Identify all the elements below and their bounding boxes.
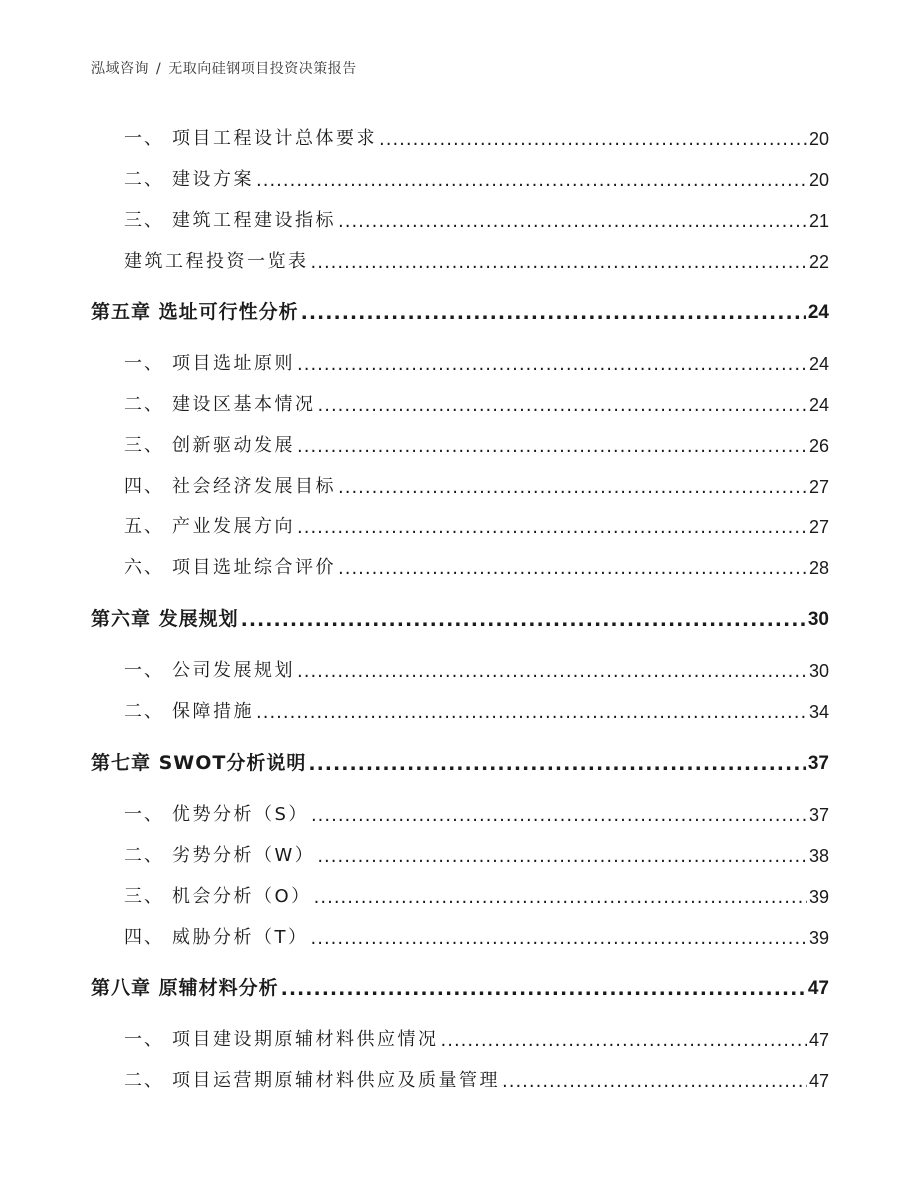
toc-entry[interactable]: [0, 202, 920, 232]
toc-entry-page: 39: [808, 928, 829, 948]
toc-leader-dots: [311, 805, 807, 826]
toc-entry[interactable]: [0, 161, 920, 191]
toc-entry-number: 二、: [124, 1070, 164, 1091]
toc-entry-page: 39: [808, 887, 829, 907]
toc-leader-dots: [311, 252, 807, 273]
toc-entry[interactable]: [0, 549, 920, 579]
toc-entry-number: 三、: [124, 435, 164, 456]
toc-entry[interactable]: [0, 837, 920, 867]
toc-leader-dots: [338, 558, 807, 579]
toc-entry-number: 一、: [124, 353, 164, 374]
toc-leader-dots: [256, 702, 807, 723]
toc-entry-page: 38: [808, 846, 829, 866]
toc-entry-number: 三、: [124, 210, 164, 231]
toc-leader-dots: [297, 436, 807, 457]
toc-entry-page: 24: [808, 354, 829, 374]
toc-entry-title: 创新驱动发展: [172, 435, 295, 456]
toc-entry-page: 28: [808, 558, 829, 578]
toc-entry-page: 47: [808, 1071, 829, 1091]
toc-entry-title: 项目选址原则: [172, 353, 295, 374]
toc-leader-dots: [338, 477, 807, 498]
toc-entry-page: 47: [808, 1030, 829, 1050]
toc-entry-page: 26: [808, 436, 829, 456]
toc-entry-number: 二、: [124, 169, 164, 190]
toc-entry[interactable]: [0, 1062, 920, 1092]
toc-leader-dots: [338, 211, 807, 232]
toc-entry[interactable]: [0, 796, 920, 826]
toc-chapter-title: 第八章 原辅材料分析: [91, 977, 279, 999]
toc-entry[interactable]: [0, 652, 920, 682]
toc-entry-number: 一、: [124, 1029, 164, 1050]
toc-entry-title: 项目建设期原辅材料供应情况: [172, 1029, 439, 1050]
toc-entry-number: 三、: [124, 886, 164, 907]
toc-entry-page: 27: [808, 477, 829, 497]
toc-leader-dots: [301, 302, 806, 324]
toc-chapter[interactable]: [0, 745, 920, 775]
toc-entry-number: 四、: [124, 927, 164, 948]
toc-chapter-title: 第七章 SWOT分析说明: [91, 752, 307, 774]
toc-entry[interactable]: [0, 508, 920, 538]
toc-chapter[interactable]: [0, 294, 920, 324]
toc-leader-dots: [317, 846, 807, 867]
toc-entry-title: 产业发展方向: [172, 516, 295, 537]
toc-entry-number: 二、: [124, 845, 164, 866]
toc-chapter-title: 第六章 发展规划: [91, 608, 239, 630]
toc-entry-title: 建筑工程建设指标: [172, 210, 336, 231]
toc-entry-page: 22: [808, 252, 829, 272]
toc-entry[interactable]: [0, 1021, 920, 1051]
toc-entry-page: 27: [808, 517, 829, 537]
toc-entry-title: 项目工程设计总体要求: [172, 128, 377, 149]
toc-leader-dots: [297, 354, 807, 375]
toc-leader-dots: [297, 517, 807, 538]
toc-leader-dots: [281, 978, 806, 1000]
toc-entry-title: 项目选址综合评价: [172, 557, 336, 578]
toc-chapter-page: 24: [807, 302, 829, 323]
toc-leader-dots: [297, 661, 807, 682]
toc-entry-number: 四、: [124, 476, 164, 497]
toc-entry-title: 机会分析（O）: [172, 886, 312, 907]
toc-entry-number: 五、: [124, 516, 164, 537]
toc-leader-dots: [256, 170, 807, 191]
toc-leader-dots: [502, 1071, 807, 1092]
toc-entry[interactable]: [0, 386, 920, 416]
toc-entry-title: 建筑工程投资一览表: [124, 251, 309, 272]
toc-chapter-title: 第五章 选址可行性分析: [91, 301, 299, 323]
toc-entry-title: 优势分析（S）: [172, 804, 309, 825]
toc-entry-page: 21: [808, 211, 829, 231]
header-report-title: 无取向硅钢项目投资决策报告: [168, 61, 357, 77]
toc-leader-dots: [318, 395, 807, 416]
toc-entry-page: 30: [808, 661, 829, 681]
toc-entry-title: 建设方案: [172, 169, 254, 190]
toc-entry[interactable]: [0, 427, 920, 457]
toc-chapter[interactable]: [0, 970, 920, 1000]
toc-entry-title: 项目运营期原辅材料供应及质量管理: [172, 1070, 500, 1091]
toc-entry-title: 建设区基本情况: [172, 394, 316, 415]
toc-entry-title: 社会经济发展目标: [172, 476, 336, 497]
toc-leader-dots: [311, 928, 807, 949]
toc-leader-dots: [441, 1030, 807, 1051]
toc-entry-page: 34: [808, 702, 829, 722]
toc-entry[interactable]: [0, 693, 920, 723]
header-separator: /: [156, 61, 162, 77]
toc-entry-page: 20: [808, 129, 829, 149]
toc-entry[interactable]: [0, 878, 920, 908]
toc-entry-number: 一、: [124, 128, 164, 149]
toc-leader-dots: [308, 753, 805, 775]
toc-chapter-page: 37: [807, 753, 829, 774]
toc-entry-title: 威胁分析（T）: [172, 927, 309, 948]
toc-entry[interactable]: [0, 243, 920, 273]
toc-entry-number: 六、: [124, 557, 164, 578]
toc-entry[interactable]: [0, 468, 920, 498]
toc-chapter[interactable]: [0, 601, 920, 631]
toc-entry-number: 一、: [124, 804, 164, 825]
toc-chapter-page: 47: [807, 978, 829, 999]
toc-leader-dots: [241, 609, 806, 631]
toc-entry-page: 20: [808, 170, 829, 190]
toc-entry-title: 劣势分析（W）: [172, 845, 316, 866]
toc-entry-number: 二、: [124, 394, 164, 415]
toc-entry-page: 37: [808, 805, 829, 825]
toc-chapter-page: 30: [807, 609, 829, 630]
toc-entry-number: 二、: [124, 701, 164, 722]
toc-entry[interactable]: [0, 120, 920, 150]
toc-entry-number: 一、: [124, 660, 164, 681]
toc-entry[interactable]: [0, 345, 920, 375]
toc-entry-page: 24: [808, 395, 829, 415]
toc-leader-dots: [379, 129, 807, 150]
toc-entry-title: 保障措施: [172, 701, 254, 722]
toc-entry-title: 公司发展规划: [172, 660, 295, 681]
header-company: 泓域咨询: [91, 61, 149, 77]
toc-leader-dots: [314, 887, 807, 908]
toc-entry[interactable]: [0, 919, 920, 949]
